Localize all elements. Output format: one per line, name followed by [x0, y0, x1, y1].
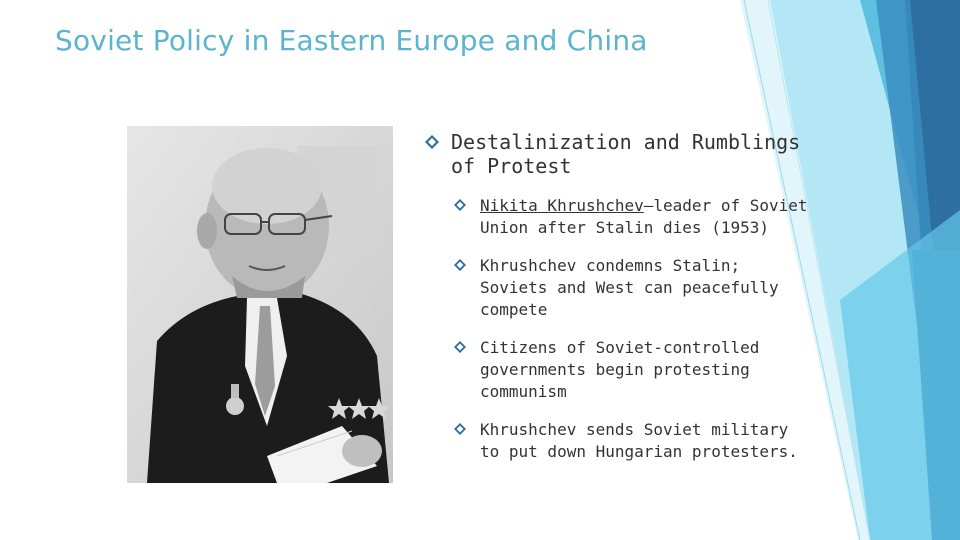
diamond-bullet-icon — [454, 259, 466, 271]
diamond-bullet-icon — [454, 423, 466, 435]
sub-bullet — [425, 419, 815, 463]
diamond-bullet-icon — [425, 135, 439, 149]
sub-bullet-text: Khrushchev condemns Stalin; Soviets and West can peacefully compete — [480, 256, 779, 319]
sub-bullet-text: —leader of Soviet Union after Stalin dies (1953) — [480, 196, 808, 237]
khrushchev-portrait — [127, 126, 393, 483]
main-bullet — [425, 130, 815, 178]
bullet-list — [425, 130, 815, 463]
sub-bullet-text: Citizens of Soviet-controlled governments begin protesting communism — [480, 338, 760, 401]
sub-bullet — [425, 337, 815, 403]
diamond-bullet-icon — [454, 199, 466, 211]
sub-bullet — [425, 255, 815, 321]
khrushchev-link[interactable]: Nikita Khrushchev — [480, 196, 644, 215]
slide-title: Soviet Policy in Eastern Europe and China — [55, 24, 648, 57]
sub-bullet — [425, 195, 815, 239]
sub-bullet-text: Khrushchev sends Soviet military to put down Hungarian protesters. — [480, 420, 798, 461]
main-bullet-text: Destalinization and Rumblings of Protest — [451, 130, 801, 178]
diamond-bullet-icon — [454, 341, 466, 353]
